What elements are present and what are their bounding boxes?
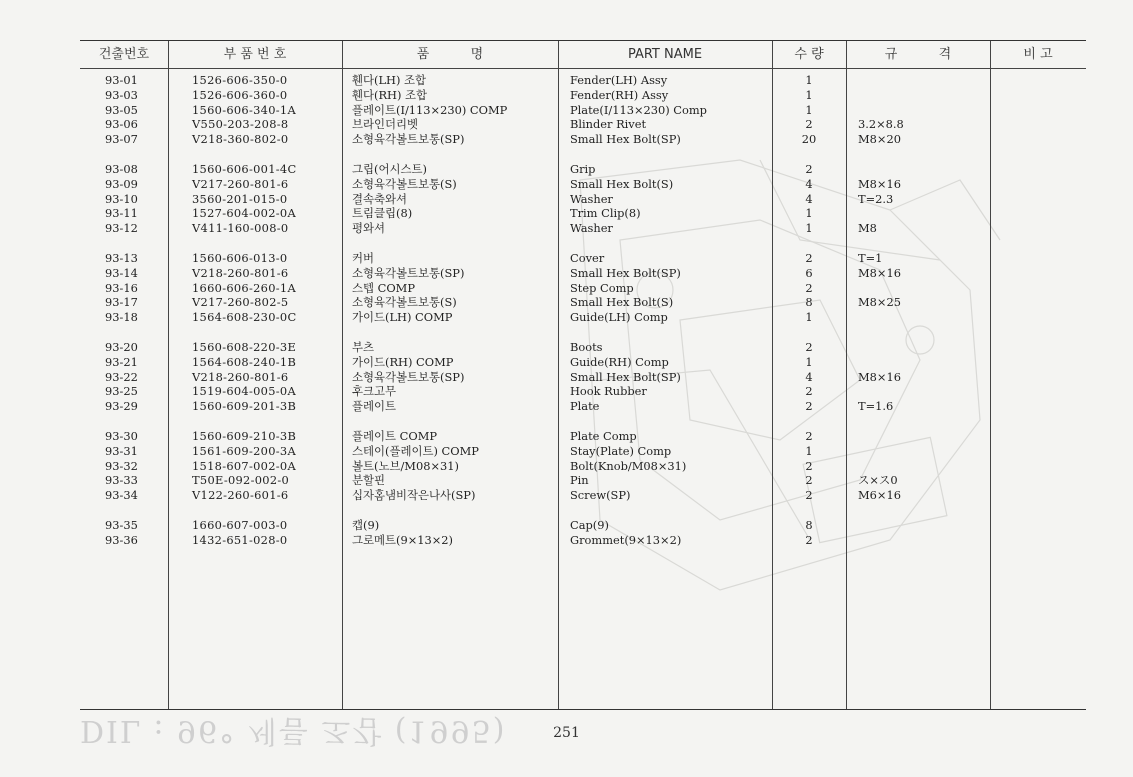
part-name-cell: Plate [570, 399, 600, 414]
spec-cell: M8×20 [858, 132, 901, 147]
quantity-cell: 20 [801, 132, 817, 147]
table-row [80, 533, 1086, 548]
quantity-cell: 8 [805, 295, 813, 310]
quantity-cell: 6 [805, 265, 813, 280]
quantity-cell: 1 [805, 102, 813, 117]
drawing-no-cell: 93-21 [105, 354, 138, 369]
table-row [80, 281, 1086, 296]
korean-name-cell: 스테이(플레이트) COMP [352, 443, 479, 458]
spec-cell: 3.2×8.8 [858, 117, 904, 132]
table-row [80, 162, 1086, 177]
table-body [80, 73, 1086, 563]
table-row [80, 88, 1086, 103]
korean-name-cell: 플레이트(I/113×230) COMP [352, 102, 508, 117]
quantity-cell: 2 [805, 384, 813, 399]
drawing-no-cell: 93-13 [105, 250, 138, 265]
row-group [80, 518, 1086, 548]
korean-name-cell: 트림클립(8) [352, 206, 413, 221]
drawing-no-cell: 93-05 [105, 102, 138, 117]
drawing-no-cell: 93-31 [105, 443, 138, 458]
quantity-cell: 2 [805, 117, 813, 132]
header-quantity: 수 량 [794, 47, 824, 62]
korean-name-cell: 플레이트 COMP [352, 428, 438, 443]
table-row [80, 251, 1086, 266]
part-number-cell: 1560-609-201-3B [192, 399, 297, 414]
part-number-cell: 1560-606-001-4C [192, 161, 297, 176]
table-row [80, 206, 1086, 221]
quantity-cell: 2 [805, 428, 813, 443]
header-part-number: 부 품 번 호 [223, 47, 287, 62]
korean-name-cell: 십자홈냄비작은나사(SP) [352, 488, 476, 503]
korean-name-cell: 평와셔 [352, 221, 386, 236]
part-name-cell: Grip [570, 161, 596, 176]
part-number-cell: V217-260-802-5 [192, 295, 289, 310]
row-group [80, 73, 1086, 147]
korean-name-cell: 소형육각볼트보통(SP) [352, 265, 465, 280]
part-number-cell: 1526-606-360-0 [192, 87, 288, 102]
part-name-cell: Bolt(Knob/M08×31) [570, 458, 687, 473]
header-remark: 비 고 [1023, 47, 1053, 62]
drawing-no-cell: 93-08 [105, 161, 138, 176]
table-row [80, 221, 1086, 236]
table-header [80, 41, 1086, 69]
quantity-cell: 2 [805, 488, 813, 503]
part-name-cell: Boots [570, 339, 603, 354]
bleed-through-text: DIL : 96° 세름 조감 (1995) [80, 713, 507, 748]
korean-name-cell: 브라인더리벳 [352, 117, 419, 132]
table-row [80, 473, 1086, 488]
quantity-cell: 1 [805, 73, 813, 87]
table-row [80, 192, 1086, 207]
part-number-cell: 1560-609-210-3B [192, 428, 297, 443]
korean-name-cell: 부츠 [352, 339, 375, 354]
spec-cell: M8×16 [858, 369, 901, 384]
drawing-no-cell: 93-36 [105, 532, 138, 547]
row-group [80, 162, 1086, 236]
part-number-cell: 1432-651-028-0 [192, 532, 288, 547]
part-number-cell: 1564-608-230-0C [192, 310, 297, 325]
drawing-no-cell: 93-07 [105, 132, 138, 147]
drawing-no-cell: 93-17 [105, 295, 138, 310]
drawing-no-cell: 93-16 [105, 280, 138, 295]
part-number-cell: 3560-201-015-0 [192, 191, 288, 206]
korean-name-cell: 커버 [352, 250, 375, 265]
part-name-cell: Guide(RH) Comp [570, 354, 669, 369]
quantity-cell: 4 [805, 176, 813, 191]
drawing-no-cell: 93-30 [105, 428, 138, 443]
korean-name-cell: 소형육각볼트보통(SP) [352, 369, 465, 384]
part-number-cell: 1564-608-240-1B [192, 354, 297, 369]
part-number-cell: 1519-604-005-0A [192, 384, 296, 399]
spec-cell: T=2.3 [858, 191, 894, 206]
part-number-cell: V218-260-801-6 [192, 265, 289, 280]
spec-cell: M8 [858, 221, 877, 236]
part-name-cell: Plate Comp [570, 428, 637, 443]
quantity-cell: 4 [805, 191, 813, 206]
part-name-cell: Guide(LH) Comp [570, 310, 668, 325]
drawing-no-cell: 93-25 [105, 384, 138, 399]
part-name-cell: Screw(SP) [570, 488, 631, 503]
korean-name-cell: 그로메트(9×13×2) [352, 532, 453, 547]
quantity-cell: 8 [805, 517, 813, 532]
korean-name-cell: 볼트(노브/M08×31) [352, 458, 459, 473]
spec-cell: M8×25 [858, 295, 901, 310]
row-group [80, 429, 1086, 503]
header-drawing-no: 건출번호 [98, 47, 150, 62]
part-number-cell: V218-360-802-0 [192, 132, 289, 147]
part-name-cell: Fender(RH) Assy [570, 87, 669, 102]
quantity-cell: 2 [805, 399, 813, 414]
quantity-cell: 4 [805, 369, 813, 384]
drawing-no-cell: 93-29 [105, 399, 138, 414]
part-name-cell: Cap(9) [570, 517, 609, 532]
part-number-cell: V217-260-801-6 [192, 176, 289, 191]
drawing-no-cell: 93-14 [105, 265, 138, 280]
quantity-cell: 2 [805, 458, 813, 473]
spec-cell: M8×16 [858, 265, 901, 280]
part-name-cell: Step Comp [570, 280, 634, 295]
table-row [80, 132, 1086, 147]
quantity-cell: 2 [805, 161, 813, 176]
drawing-no-cell: 93-06 [105, 117, 138, 132]
table-row [80, 177, 1086, 192]
part-number-cell: 1560-608-220-3E [192, 339, 297, 354]
part-name-cell: Fender(LH) Assy [570, 73, 668, 87]
table-row [80, 399, 1086, 414]
drawing-no-cell: 93-33 [105, 473, 138, 488]
part-number-cell: 1560-606-013-0 [192, 250, 288, 265]
table-row [80, 355, 1086, 370]
korean-name-cell: 휀다(LH) 조합 [352, 73, 427, 87]
part-name-cell: Hook Rubber [570, 384, 647, 399]
part-number-cell: 1660-606-260-1A [192, 280, 296, 295]
part-number-cell: V550-203-208-8 [192, 117, 289, 132]
header-name-korean: 품 명 [416, 47, 484, 62]
table-row [80, 310, 1086, 325]
part-number-cell: V411-160-008-0 [192, 221, 289, 236]
drawing-no-cell: 93-32 [105, 458, 138, 473]
drawing-no-cell: 93-09 [105, 176, 138, 191]
parts-table [80, 40, 1086, 710]
korean-name-cell: 스텝 COMP [352, 280, 416, 295]
part-number-cell: 1660-607-003-0 [192, 517, 288, 532]
table-row [80, 459, 1086, 474]
drawing-no-cell: 93-34 [105, 488, 138, 503]
part-number-cell: V218-260-801-6 [192, 369, 289, 384]
part-name-cell: Trim Clip(8) [570, 206, 641, 221]
page-number: 251 [553, 725, 580, 741]
korean-name-cell: 소형육각볼트보통(S) [352, 176, 457, 191]
part-name-cell: Grommet(9×13×2) [570, 532, 682, 547]
quantity-cell: 1 [805, 310, 813, 325]
part-number-cell: 1560-606-340-1A [192, 102, 296, 117]
part-number-cell: V122-260-601-6 [192, 488, 289, 503]
part-name-cell: Small Hex Bolt(SP) [570, 265, 681, 280]
quantity-cell: 1 [805, 221, 813, 236]
table-row [80, 295, 1086, 310]
spec-cell: M8×16 [858, 176, 901, 191]
quantity-cell: 1 [805, 87, 813, 102]
korean-name-cell: 소형육각볼트보통(S) [352, 295, 457, 310]
part-number-cell: T50E-092-002-0 [192, 473, 290, 488]
table-row [80, 266, 1086, 281]
part-number-cell: 1527-604-002-0A [192, 206, 296, 221]
korean-name-cell: 그립(어시스트) [352, 161, 427, 176]
quantity-cell: 1 [805, 206, 813, 221]
table-row [80, 488, 1086, 503]
quantity-cell: 2 [805, 250, 813, 265]
header-part-name: PART NAME [627, 47, 703, 62]
korean-name-cell: 캡(9) [352, 517, 380, 532]
header-spec: 규 격 [884, 47, 952, 62]
drawing-no-cell: 93-03 [105, 87, 138, 102]
korean-name-cell: 가이드(RH) COMP [352, 354, 454, 369]
table-row [80, 444, 1086, 459]
spec-cell: ス×ス0 [858, 473, 898, 488]
part-number-cell: 1526-606-350-0 [192, 73, 288, 87]
table-row [80, 429, 1086, 444]
korean-name-cell: 후크고무 [352, 384, 397, 399]
table-row [80, 117, 1086, 132]
spec-cell: M6×16 [858, 488, 901, 503]
drawing-no-cell: 93-35 [105, 517, 138, 532]
row-group [80, 251, 1086, 325]
table-row [80, 518, 1086, 533]
korean-name-cell: 가이드(LH) COMP [352, 310, 453, 325]
korean-name-cell: 휀다(RH) 조합 [352, 87, 428, 102]
korean-name-cell: 결속축와셔 [352, 191, 408, 206]
part-name-cell: Small Hex Bolt(S) [570, 176, 674, 191]
korean-name-cell: 플레이트 [352, 399, 397, 414]
part-number-cell: 1518-607-002-0A [192, 458, 296, 473]
table-row [80, 384, 1086, 399]
quantity-cell: 2 [805, 339, 813, 354]
spec-cell: T=1 [858, 250, 883, 265]
part-name-cell: Washer [570, 191, 613, 206]
quantity-cell: 1 [805, 354, 813, 369]
part-name-cell: Cover [570, 250, 605, 265]
table-row [80, 73, 1086, 88]
spec-cell: T=1.6 [858, 399, 894, 414]
korean-name-cell: 분할핀 [352, 473, 386, 488]
part-name-cell: Stay(Plate) Comp [570, 443, 672, 458]
part-name-cell: Small Hex Bolt(S) [570, 295, 674, 310]
quantity-cell: 2 [805, 473, 813, 488]
part-name-cell: Plate(I/113×230) Comp [570, 102, 707, 117]
part-name-cell: Washer [570, 221, 613, 236]
quantity-cell: 2 [805, 280, 813, 295]
table-row [80, 103, 1086, 118]
part-name-cell: Blinder Rivet [570, 117, 647, 132]
part-name-cell: Small Hex Bolt(SP) [570, 369, 681, 384]
quantity-cell: 2 [805, 532, 813, 547]
row-group [80, 340, 1086, 414]
part-name-cell: Small Hex Bolt(SP) [570, 132, 681, 147]
korean-name-cell: 소형육각볼트보통(SP) [352, 132, 465, 147]
drawing-no-cell: 93-20 [105, 339, 138, 354]
quantity-cell: 1 [805, 443, 813, 458]
table-row [80, 370, 1086, 385]
table-row [80, 340, 1086, 355]
drawing-no-cell: 93-18 [105, 310, 138, 325]
part-name-cell: Pin [570, 473, 589, 488]
part-number-cell: 1561-609-200-3A [192, 443, 296, 458]
drawing-no-cell: 93-01 [105, 73, 138, 87]
drawing-no-cell: 93-22 [105, 369, 138, 384]
drawing-no-cell: 93-12 [105, 221, 138, 236]
drawing-no-cell: 93-10 [105, 191, 138, 206]
drawing-no-cell: 93-11 [105, 206, 138, 221]
